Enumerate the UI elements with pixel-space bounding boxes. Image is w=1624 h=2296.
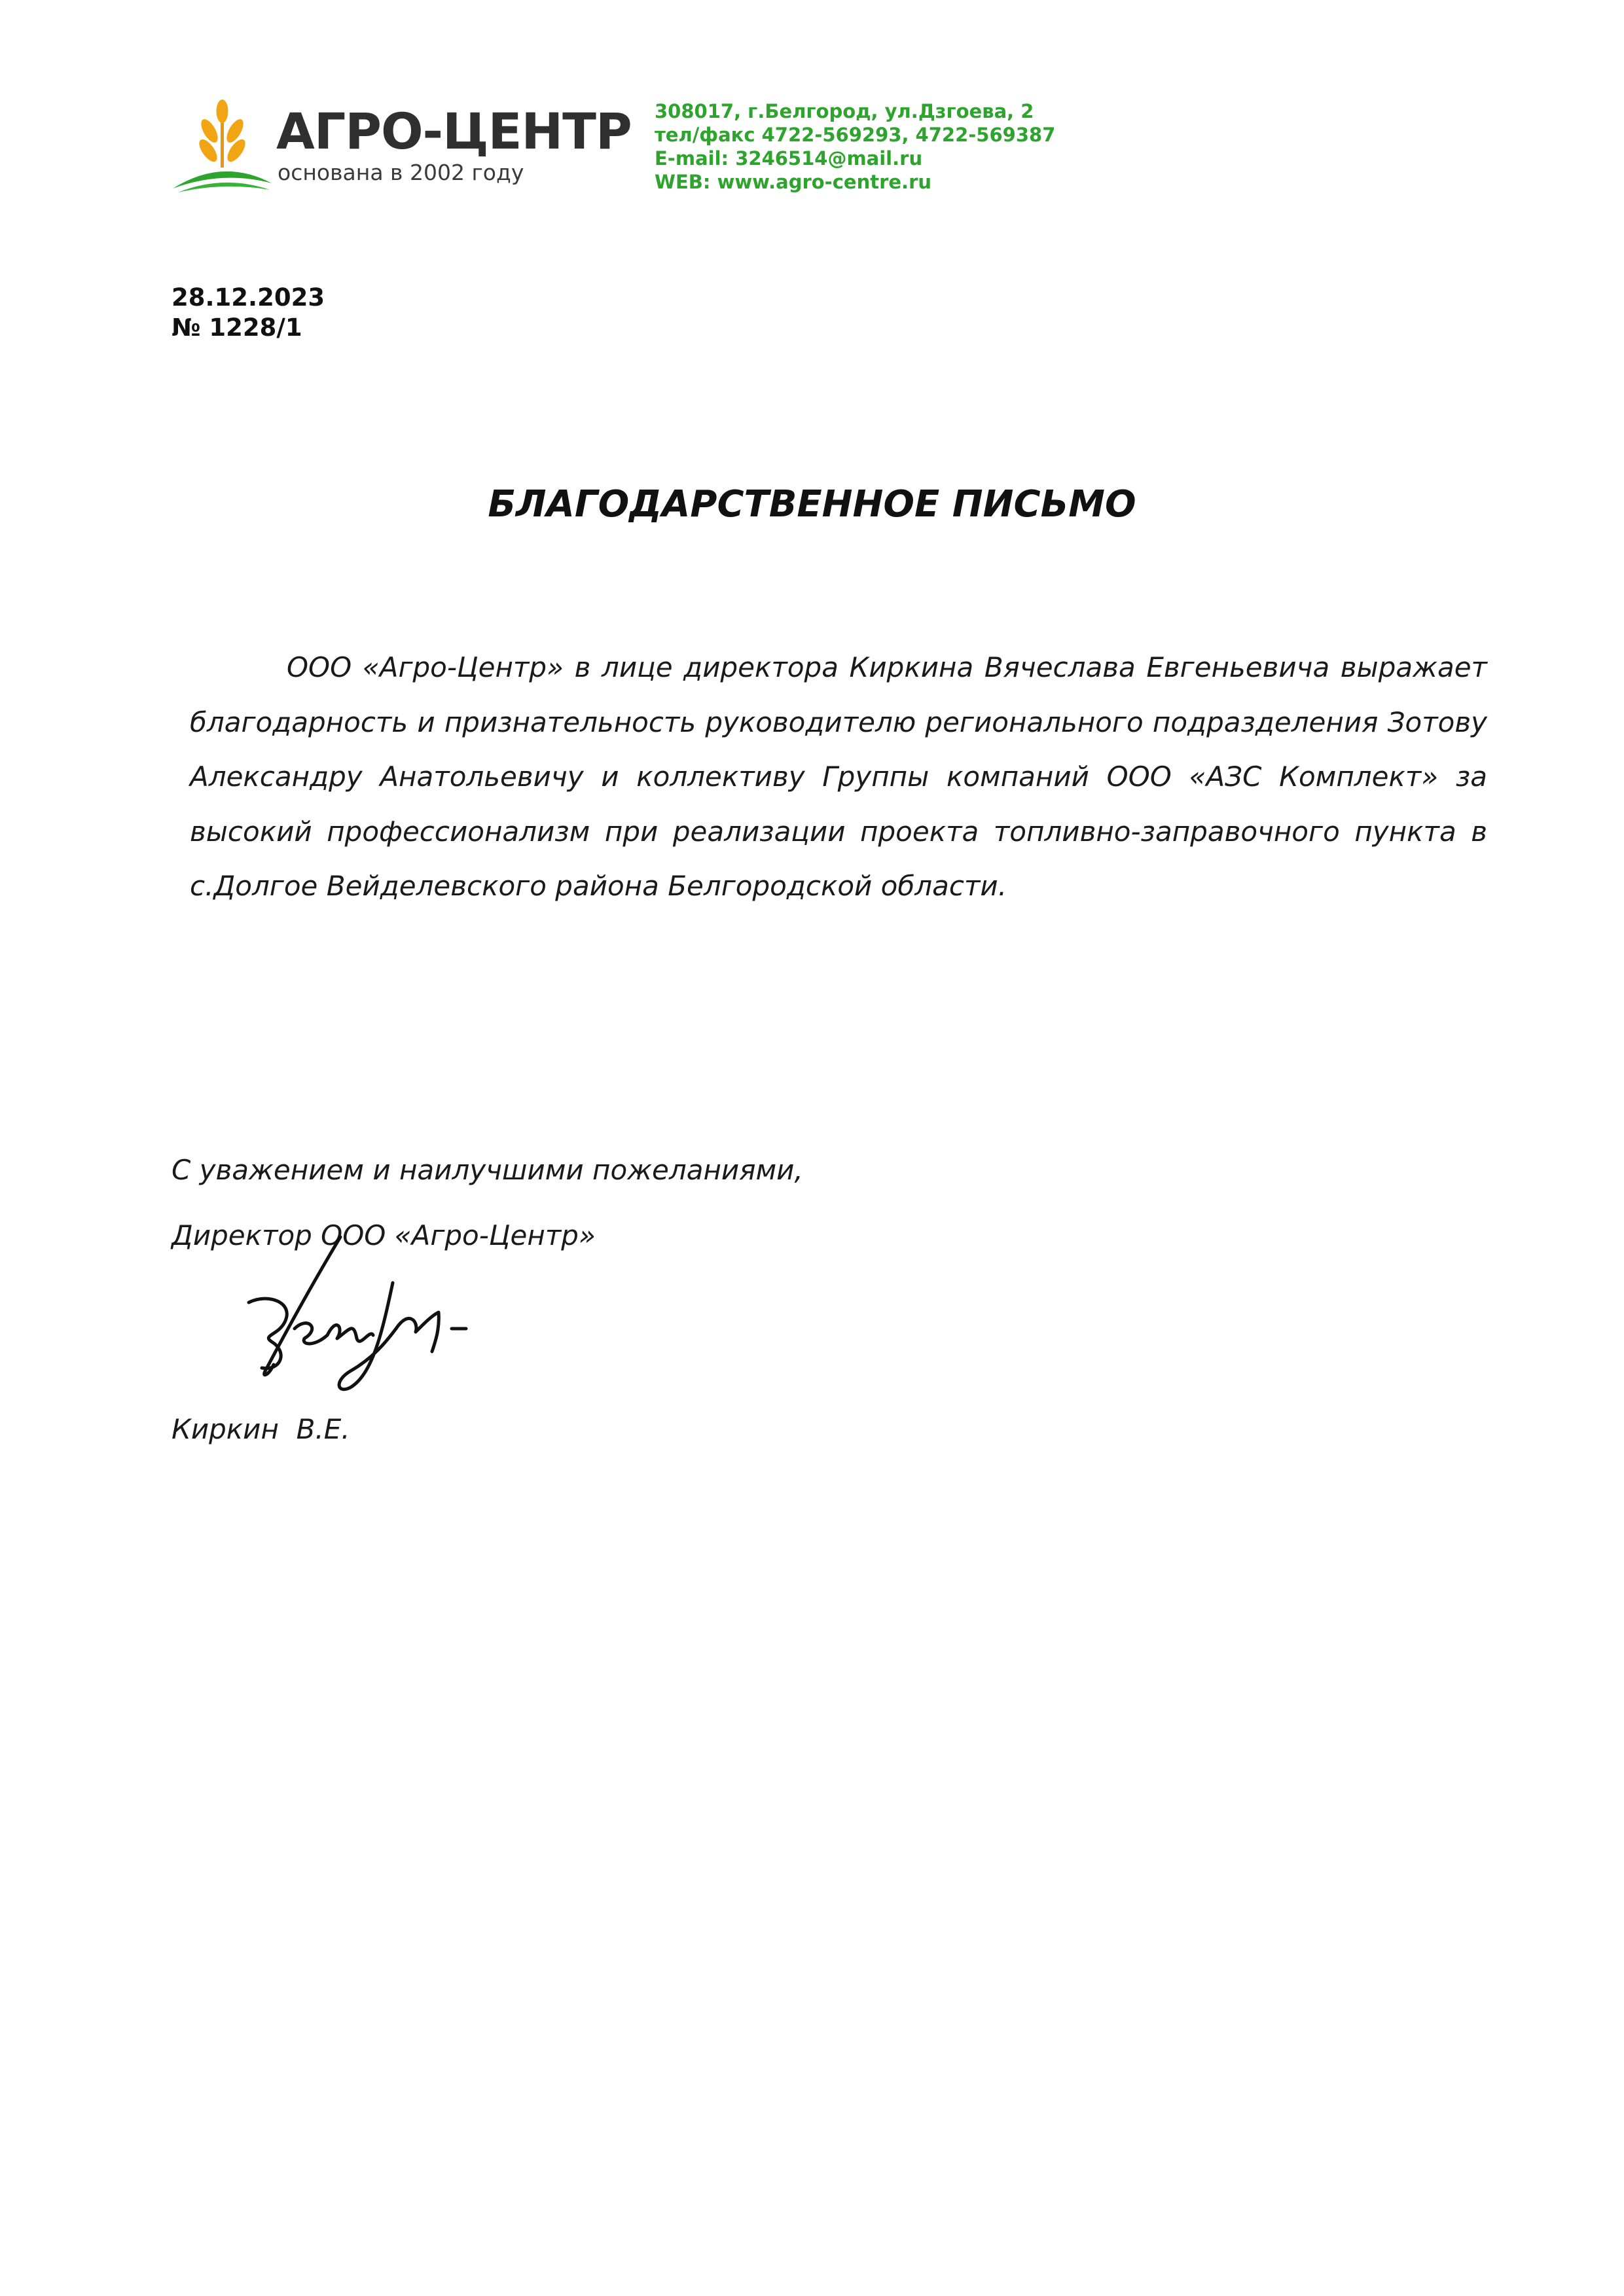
logo-name: АГРО-ЦЕНТР [276, 102, 632, 160]
signer-position: Директор ООО «Агро-Центр» [171, 1219, 596, 1251]
letter-body: ООО «Агро-Центр» в лице директора Киркина Вячеслава Евгеньевича выражает благодарность и признательность руководителю регионального подразделения Зотову Александру Анатольевичу и коллективу Группы компаний ООО «АЗС Комплект» за высокий профессионализм при реализации проекта топливно-заправочного пункта в с.Долгое Вейделевского района Белгородской области. [190, 651, 1487, 902]
letter-number: № 1228/1 [171, 314, 302, 342]
wheat-ear-icon [171, 97, 273, 195]
document-title: БЛАГОДАРСТВЕННОЕ ПИСЬМО [488, 483, 1136, 526]
letter-date: 28.12.2023 [171, 283, 325, 312]
signer-name: Киркин В.Е. [171, 1413, 350, 1445]
handwritten-signature-icon [223, 1230, 524, 1401]
letter-reference [171, 283, 325, 343]
address-line: 308017, г.Белгород, ул.Дзгоева, 2 [655, 100, 1034, 122]
web-line: WEB: www.agro-centre.ru [655, 171, 932, 193]
logo-tagline: основана в 2002 году [278, 160, 524, 185]
closing-regards: С уважением и наилучшими пожеланиями, [171, 1154, 803, 1186]
company-contacts [655, 99, 1055, 194]
email-line: E-mail: 3246514@mail.ru [655, 147, 923, 170]
company-logo [171, 97, 630, 195]
phone-line: тел/факс 4722-569293, 4722-569387 [655, 124, 1056, 146]
